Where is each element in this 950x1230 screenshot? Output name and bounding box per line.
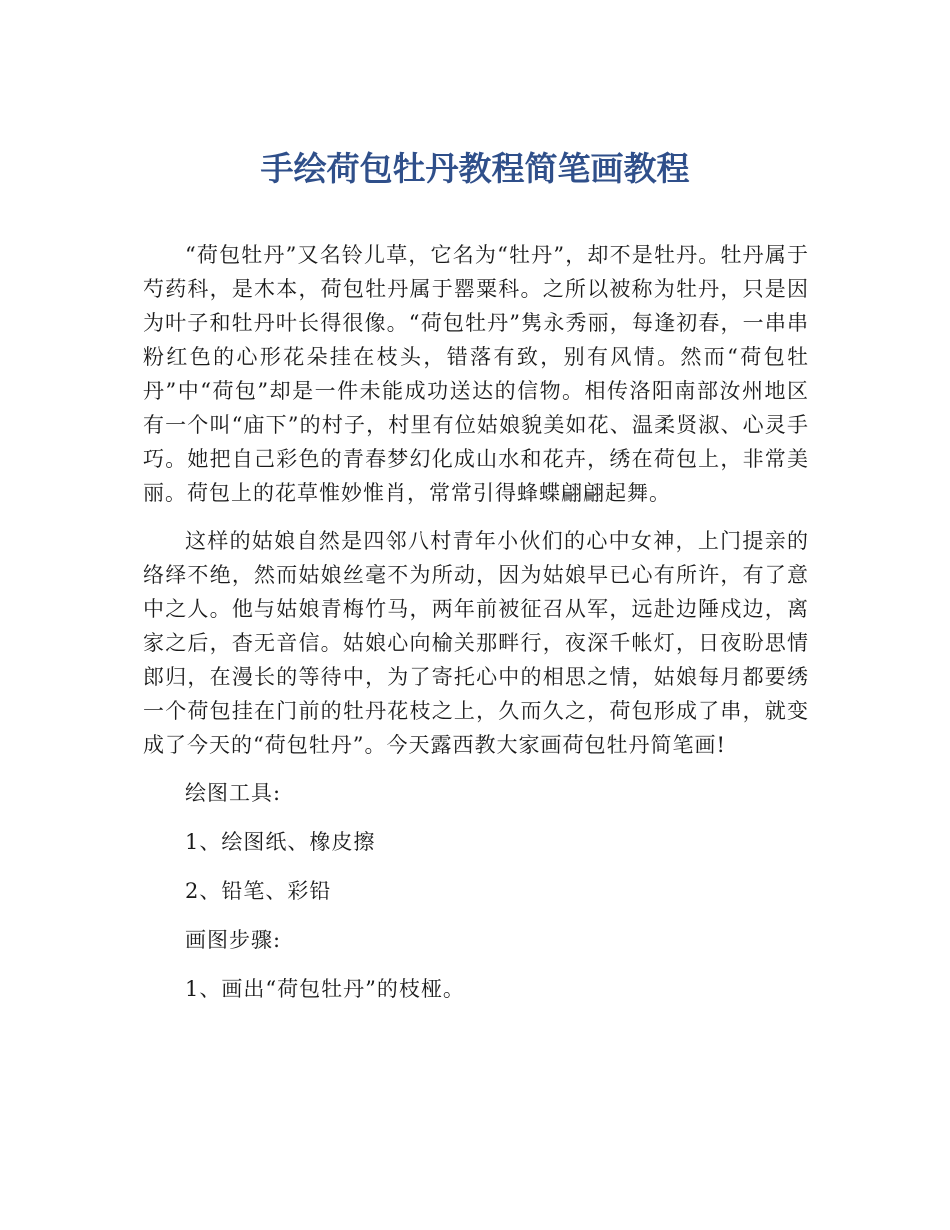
document-body: [143, 238, 809, 1021]
document-title: 手绘荷包牡丹教程简笔画教程: [260, 149, 690, 188]
heading-steps: 画图步骤:: [185, 928, 282, 952]
paragraph-story: 这样的姑娘自然是四邻八村青年小伙们的心中女神，上门提亲的络绎不绝，然而姑娘丝毫不为所动，因为姑娘早已心有所许，有了意中之人。他与姑娘青梅竹马，两年前被征召从军，远赴边陲戍边，离家之后，杳无音信。姑娘心向榆关那畔行，夜深千帐灯，日夜盼思情郎归，在漫长的等待中，为了寄托心中的相思之情，姑娘每月都要绣一个荷包挂在门前的牡丹花枝之上，久而久之，荷包形成了串，就变成了今天的“荷包牡丹”。今天露西教大家画荷包牡丹简笔画!: [143, 529, 809, 757]
heading-tools: 绘图工具:: [185, 781, 282, 805]
list-item-step-1: 1、画出“荷包牡丹”的枝桠。: [185, 977, 465, 1001]
list-item-tool-2: 2、铅笔、彩铅: [185, 879, 332, 903]
list-item-tool-1: 1、绘图纸、橡皮擦: [185, 830, 376, 854]
paragraph-intro: “荷包牡丹”又名铃儿草，它名为“牡丹”，却不是牡丹。牡丹属于芍药科，是木本，荷包牡丹属于罂粟科。之所以被称为牡丹，只是因为叶子和牡丹叶长得很像。“荷包牡丹”隽永秀丽，每逢初春，一串串粉红色的心形花朵挂在枝头，错落有致，别有风情。然而“荷包牡丹”中“荷包”却是一件未能成功送达的信物。相传洛阳南部汝州地区有一个叫“庙下”的村子，村里有位姑娘貌美如花、温柔贤淑、心灵手巧。她把自己彩色的青春梦幻化成山水和花卉，绣在荷包上，非常美丽。荷包上的花草惟妙惟肖，常常引得蜂蝶翩翩起舞。: [143, 243, 809, 505]
